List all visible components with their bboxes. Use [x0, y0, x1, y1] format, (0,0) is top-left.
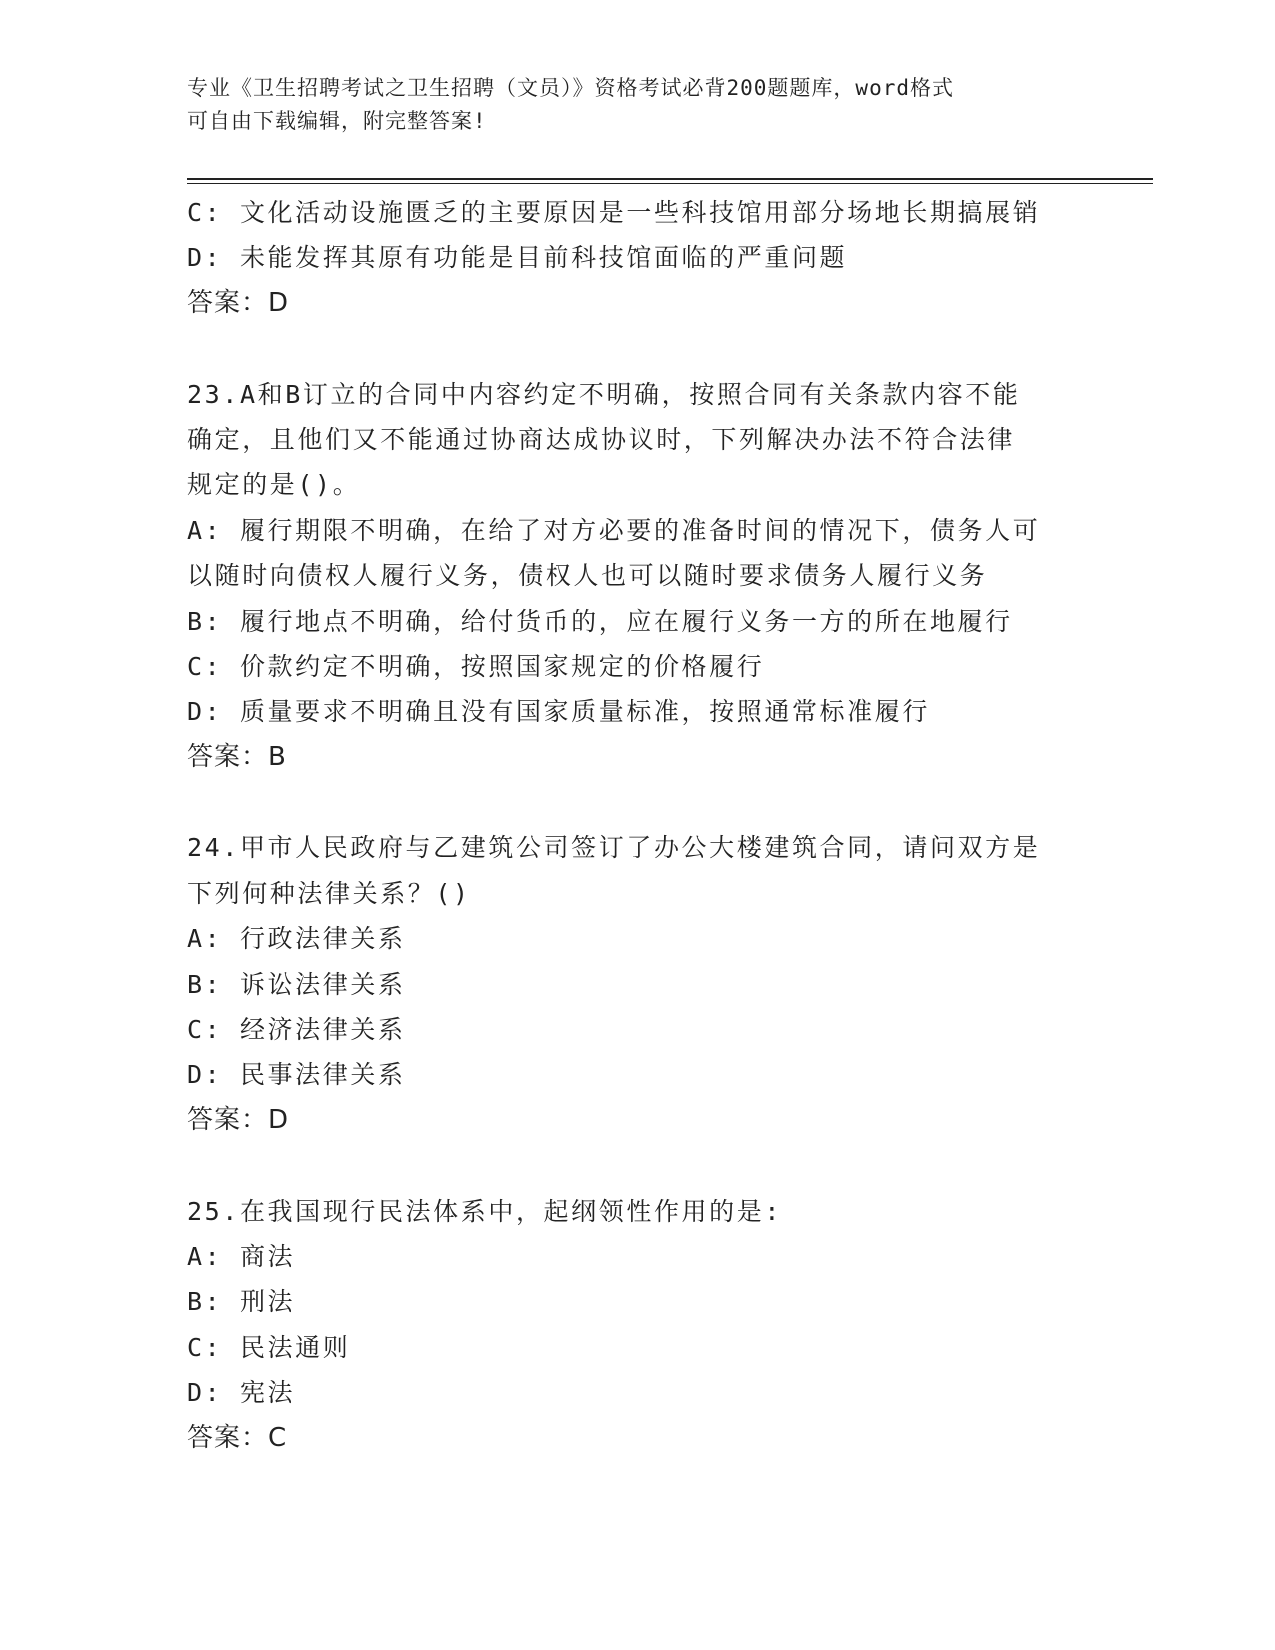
question-content — [187, 190, 1087, 1461]
answer-label: 答案：B — [187, 741, 287, 772]
option-a: A: 商法 — [187, 1241, 296, 1271]
question-stem-line: 规定的是()。 — [187, 470, 361, 500]
answer-label: 答案：D — [187, 1104, 290, 1135]
option-d: D: 未能发挥其原有功能是目前科技馆面临的严重问题 — [187, 243, 848, 273]
option-d: D: 宪法 — [187, 1378, 296, 1408]
question-22-tail — [187, 190, 1087, 326]
question-spacer — [187, 1143, 1087, 1188]
option-a: A: 行政法律关系 — [187, 924, 406, 954]
option-c: C: 价款约定不明确，按照国家规定的价格履行 — [187, 651, 765, 681]
question-stem-line: 24.甲市人民政府与乙建筑公司签订了办公大楼建筑合同，请问双方是 — [187, 833, 1041, 863]
option-c: C: 民法通则 — [187, 1332, 351, 1362]
question-stem-line: 23.A和B订立的合同中内容约定不明确，按照合同有关条款内容不能 — [187, 379, 1021, 409]
question-stem-line: 确定，且他们又不能通过协商达成协议时，下列解决办法不符合法律 — [187, 424, 1016, 454]
option-b: B: 诉讼法律关系 — [187, 969, 406, 999]
question-stem-line: 下列何种法律关系？() — [187, 878, 471, 908]
question-25 — [187, 1189, 1087, 1461]
answer-label: 答案：D — [187, 287, 290, 318]
answer-label: 答案：C — [187, 1422, 288, 1453]
document-header — [187, 72, 1067, 138]
header-title-line-2: 可自由下载编辑，附完整答案! — [187, 109, 487, 133]
question-stem-line: 25.在我国现行民法体系中，起纲领性作用的是: — [187, 1196, 783, 1226]
question-spacer — [187, 326, 1087, 371]
header-title-line-1: 专业《卫生招聘考试之卫生招聘（文员）》资格考试必背200题题库，word格式 — [187, 76, 954, 100]
option-d: D: 质量要求不明确且没有国家质量标准，按照通常标准履行 — [187, 697, 930, 727]
question-24 — [187, 825, 1087, 1143]
header-divider — [187, 178, 1153, 184]
question-23 — [187, 372, 1087, 781]
option-a-continued: 以随时向债权人履行义务，债权人也可以随时要求债务人履行义务 — [187, 561, 988, 591]
option-b: B: 履行地点不明确，给付货币的，应在履行义务一方的所在地履行 — [187, 606, 1013, 636]
question-spacer — [187, 780, 1087, 825]
option-b: B: 刑法 — [187, 1287, 296, 1317]
option-a: A: 履行期限不明确，在给了对方必要的准备时间的情况下，债务人可 — [187, 515, 1041, 545]
option-c: C: 文化活动设施匮乏的主要原因是一些科技馆用部分场地长期搞展销 — [187, 198, 1041, 227]
option-c: C: 经济法律关系 — [187, 1015, 406, 1045]
option-d: D: 民事法律关系 — [187, 1060, 406, 1090]
